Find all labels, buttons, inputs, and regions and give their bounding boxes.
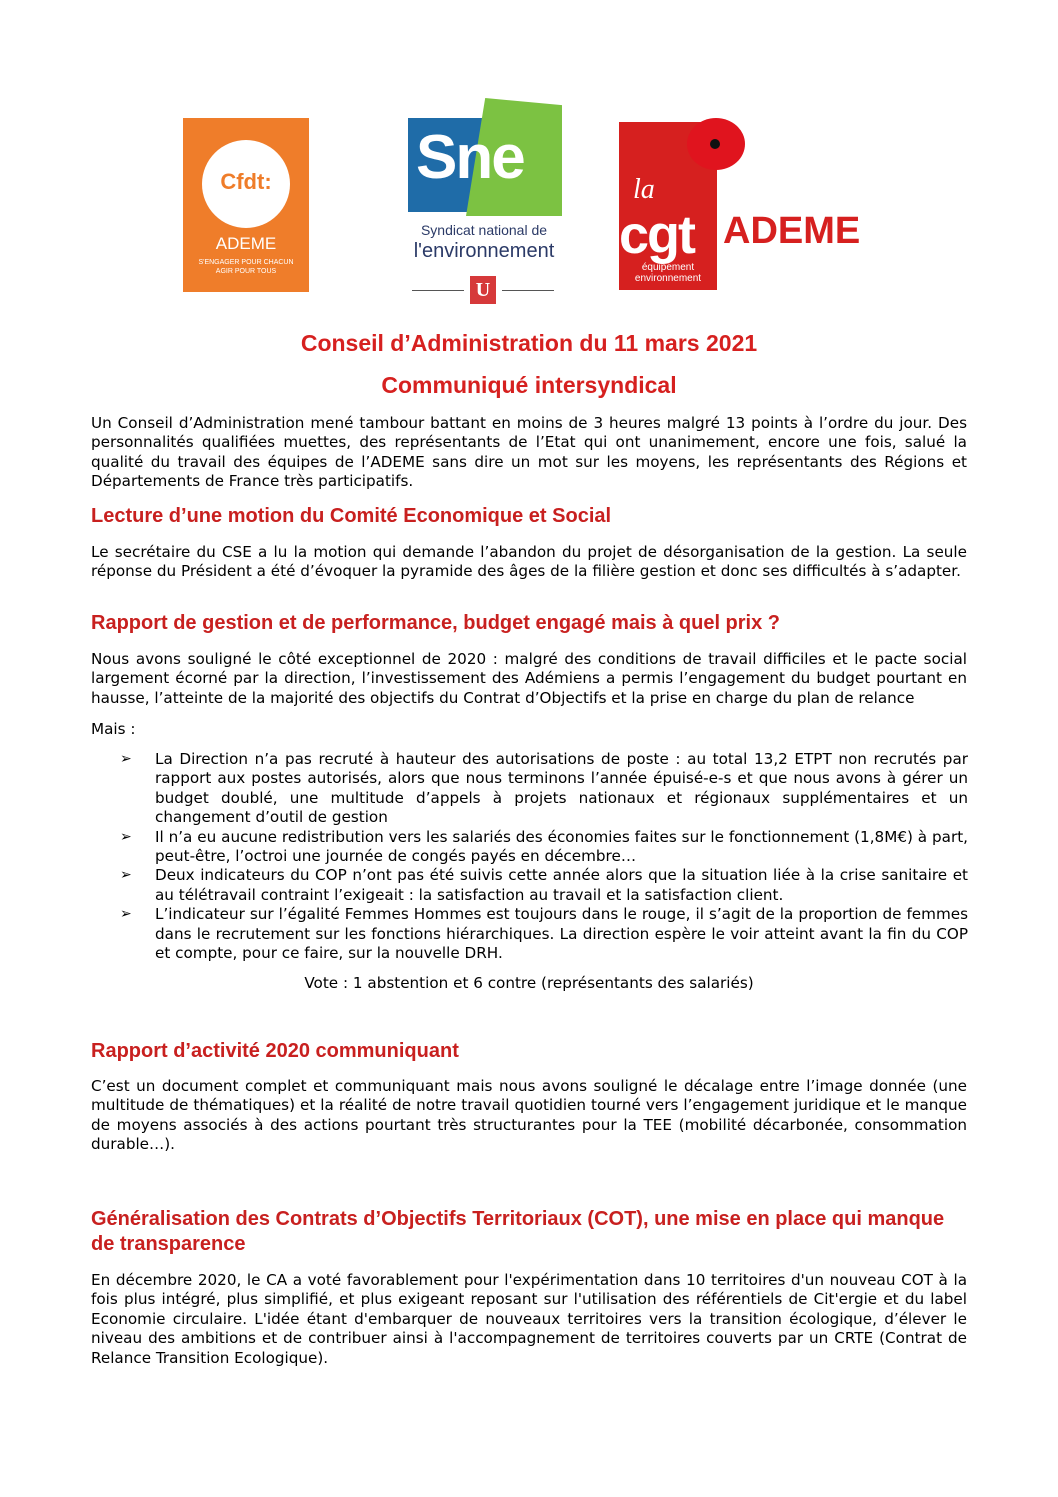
list-item [120,828,968,867]
bullet-list [120,750,968,963]
section-heading-rapport-activite: Rapport d’activité 2020 communiquant [91,1040,459,1062]
arrow-bullet-icon: ➢ [120,828,132,845]
section-body-rapport-activite: C’est un document complet et communiquant mais nous avons souligné le décalage entre l’image donnée (une multitude de thématiques) et la réalité de notre travail quotidien tourné vers l’engagement juridique et le manque de moyens associés à des actions pourtant très structurantes pour la TEE (mobilité décarbonée, consommation durable…). [91,1077,967,1154]
cgt-logo-name: cgt [619,205,694,265]
cfdt-logo-name: Cfdt: [220,169,272,194]
cfdt-logo-badge [202,140,290,228]
vote-result: Vote : 1 abstention et 6 contre (représentants des salariés) [304,974,754,992]
arrow-bullet-icon: ➢ [120,867,132,884]
sne-logo-rule-right [502,290,554,291]
list-item-text: La Direction n’a pas recruté à hauteur des autorisations de poste : au total 13,2 ETPT non recrutés par rapport aux postes autorisés, alors que nous terminons l’année épuisé-e-s et que nous avons à gérer un budget doublé, une multitude d’appels à projets nationaux et régionaux supplémentaires et un changement d’outil de gestion [155,750,968,827]
list-item [120,905,968,963]
section-body-motion: Le secrétaire du CSE a lu la motion qui demande l’abandon du projet de désorganisation de la gestion. La seule réponse du Président a été d’évoquer la pyramide des âges de la filière gestion et donc ses difficultés à s’adapter. [91,543,967,581]
arrow-bullet-icon: ➢ [120,751,132,767]
list-item-text: Deux indicateurs du COP n’ont pas été suivis cette année alors que la situation liée à la crise sanitaire et au télétravail contraint l’exigeait : la satisfaction au travail et la satisfaction client. [155,866,968,904]
sne-logo-u-badge: U [470,276,496,304]
cgt-logo-sub1: équipement [641,262,695,273]
cgt-logo-la: la [633,174,655,205]
cfdt-logo [183,118,309,292]
cgt-logo [619,118,881,292]
page-title: Conseil d’Administration du 11 mars 2021 [300,330,758,356]
list-item [120,750,968,828]
list-item [120,866,968,905]
intro-paragraph: Un Conseil d’Administration mené tambour battant en moins de 3 heures malgré 13 points à l’ordre du jour. Des personnalités qualifiées muettes, des représentants de l’Etat qui ont unanimement, encore une fois, salué la qualité du travail des équipes de l’ADEME sans dire un mot sur les moyens, les représentants des Régions et Départements de France très participatifs. [91,414,967,491]
sne-logo [406,98,558,308]
sne-logo-line2: l'environnement [413,240,555,262]
cfdt-logo-org: ADEME [215,234,277,253]
cgt-logo-sub2: environnement [634,273,702,284]
sne-logo-rule-left [412,290,464,291]
section-body-cot: En décembre 2020, le CA a voté favorablement pour l'expérimentation dans 10 territoires d'un nouveau COT à la fois plus intégré, plus simplifié, et plus exigeant reposant sur l'utilisation des référentiels de Cit'ergie et du label Economie circulaire. L'idée étant d'embarquer de nouveaux territoires vers la transition écologique, d’élever le niveau des ambitions et de contribuer ainsi à l'accompagnement de territoires couverts par un CRTE (Contrat de Relance Transition Ecologique). [91,1271,967,1367]
section-body-rapport-gestion: Nous avons souligné le côté exceptionnel de 2020 : malgré des conditions de travail difficiles et le pacte social largement écorné par la direction, l’investissement des Adémiens a permis l’engagement du budget pourtant en hausse, l’atteinte de la majorité des objectifs du Contrat d’Objectifs et la prise en charge du plan de relance [91,650,967,707]
cfdt-tagline-1: S'ENGAGER POUR CHACUN [198,259,294,266]
mais-label: Mais : [91,720,136,738]
cgt-logo-org: ADEME [723,210,861,252]
poppy-icon [687,118,745,170]
list-item-text: Il n’a eu aucune redistribution vers les salariés des économies faites sur le fonctionnement (1,8M€) à part, peut-être, l’octroi une journée de congés payés en décembre… [155,827,968,866]
cgt-logo-sub [619,262,717,284]
cfdt-logo-tagline [183,258,309,276]
cfdt-tagline-2: AGIR POUR TOUS [215,268,277,275]
arrow-bullet-icon: ➢ [120,906,132,923]
list-item-text: L’indicateur sur l’égalité Femmes Hommes est toujours dans le rouge, il s’agit de la proportion de femmes dans le recrutement sur les fonctions hiérarchiques. La direction espère le voir atteint avant la fin du COP et compte, pour ce faire, sur la nouvelle DRH. [155,905,968,963]
sne-logo-line1: Syndicat national de [420,222,548,238]
page-subtitle: Communiqué intersyndical [381,372,677,398]
section-heading-rapport-gestion: Rapport de gestion et de performance, budget engagé mais à quel prix ? [91,612,781,634]
section-heading-motion: Lecture d’une motion du Comité Economique et Social [91,505,612,527]
section-heading-cot: Généralisation des Contrats d’Objectifs Territoriaux (COT), une mise en place qui manque de transparence [91,1208,945,1255]
sne-logo-name: Sne [416,123,524,192]
